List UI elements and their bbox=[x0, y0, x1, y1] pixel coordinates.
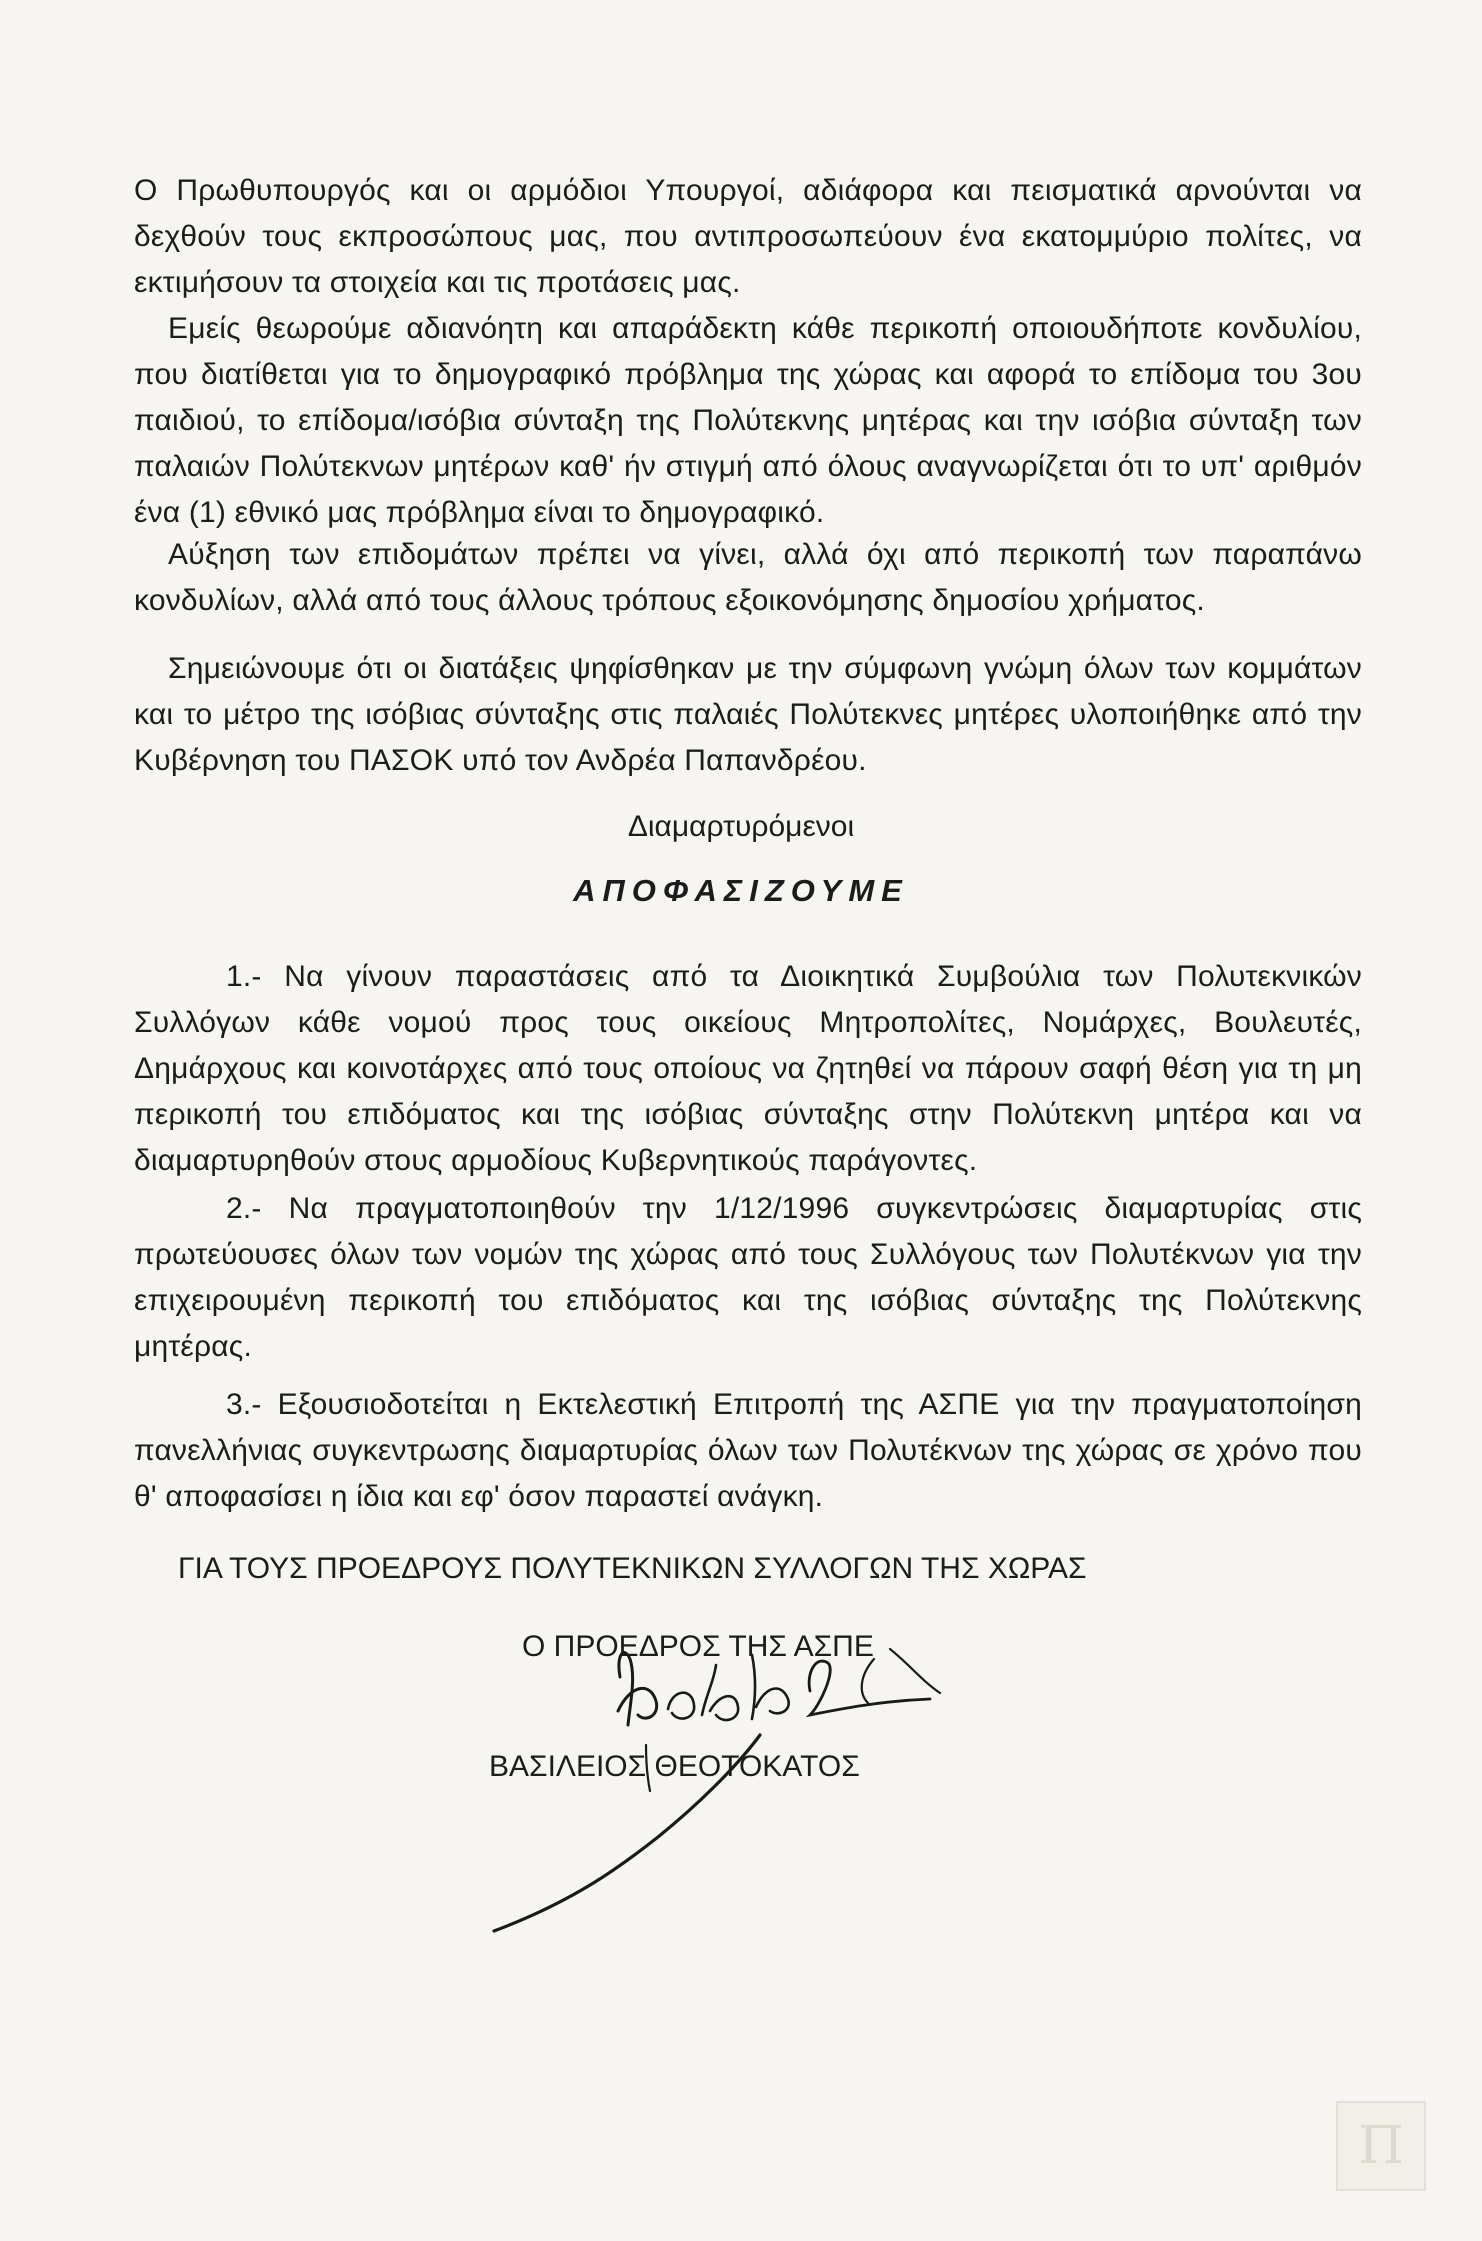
paragraph-3: Αύξηση των επιδομάτων πρέπει να γίνει, αλλά όχι από περικοπή των παραπάνω κονδυλίων, αλλά από τους άλλους τρόπους εξοικονόμησης δημοσίου χρήματος. bbox=[134, 538, 1362, 617]
closing-line-2: Ο ΠΡΟΕΔΡΟΣ ΤΗΣ ΑΣΠΕ bbox=[522, 1630, 874, 1663]
paragraph-4: Σημειώνουμε ότι οι διατάξεις ψηφίσθηκαν με την σύμφωνη γνώμη όλων των κομμάτων και το μέτρο της ισόβιας σύνταξης στις παλαιές Πολύτεκνες μητέρες υλοποιήθηκε από την Κυβέρνηση του ΠΑΣΟΚ υπό τον Ανδρέα Παπανδρέου. bbox=[134, 652, 1362, 777]
resolution-2: 2.- Να πραγματοποιηθούν την 1/12/1996 συγκεντρώσεις διαμαρτυρίας στις πρωτεύουσες όλων των νομών της χώρας από τους Συλλόγους των Πολυτέκνων για την επιχειρουμένη περικοπή του επιδόματος και της ισόβιας σύνταξης της Πολύτεκνης μητέρας. bbox=[134, 1192, 1362, 1363]
handwritten-signature-icon bbox=[470, 1615, 990, 1935]
resolution-3: 3.- Εξουσιοδοτείται η Εκτελεστική Επιτροπή της ΑΣΠΕ για την πραγματοποίηση πανελλήνιας συγκεντρωσης διαμαρτυρίας όλων των Πολυτέκνων της χώρας σε χρόνο που θ' αποφασίσει η ίδια και εφ' όσον παραστεί ανάγκη. bbox=[134, 1388, 1362, 1513]
closing-line-3: ΒΑΣΙΛΕΙΟΣ ΘΕΟΤΟΚΑΤΟΣ bbox=[489, 1750, 860, 1783]
archive-watermark-icon: Π bbox=[1336, 2101, 1426, 2191]
paragraph-1: Ο Πρωθυπουργός και οι αρμόδιοι Υπουργοί, αδιάφορα και πεισματικά αρνούνται να δεχθούν τους εκπροσώπους μας, που αντιπροσωπεύουν ένα εκατομμύριο πολίτες, να εκτιμήσουν τα στοιχεία και τις προτάσεις μας. bbox=[134, 174, 1362, 299]
paragraph-2: Εμείς θεωρούμε αδιανόητη και απαράδεκτη κάθε περικοπή οποιουδήποτε κονδυλίου, που διατίθεται για το δημογραφικό πρόβλημα της χώρας και αφορά το επίδομα του 3ου παιδιού, το επίδομα/ισόβια σύνταξη της Πολύτεκνης μητέρας και την ισόβια σύνταξη των παλαιών Πολύτεκνων μητέρων καθ' ήν στιγμή από όλους αναγνωρίζεται ότι το υπ' αριθμόν ένα (1) εθνικό μας πρόβλημα είναι το δημογραφικό. bbox=[134, 312, 1362, 529]
protest-label: Διαμαρτυρόμενοι bbox=[627, 810, 855, 843]
resolve-heading: ΑΠΟΦΑΣΙΖΟΥΜΕ bbox=[573, 873, 909, 908]
resolution-1: 1.- Να γίνουν παραστάσεις από τα Διοικητικά Συμβούλια των Πολυτεκνικών Συλλόγων κάθε νομού προς τους οικείους Μητροπολίτες, Νομάρχες, Βουλευτές, Δημάρχους και κοινοτάρχες από τους οποίους να ζητηθεί να πάρουν σαφή θέση για τη μη περικοπή του επιδόματος και της ισόβιας σύνταξης στην Πολύτεκνη μητέρα και να διαμαρτυρηθούν στους αρμοδίους Κυβερνητικούς παράγοντες. bbox=[134, 960, 1362, 1177]
closing-line-1: ΓΙΑ ΤΟΥΣ ΠΡΟΕΔΡΟΥΣ ΠΟΛΥΤΕΚΝΙΚΩΝ ΣΥΛΛΟΓΩΝ ΤΗΣ ΧΩΡΑΣ bbox=[178, 1552, 1087, 1585]
